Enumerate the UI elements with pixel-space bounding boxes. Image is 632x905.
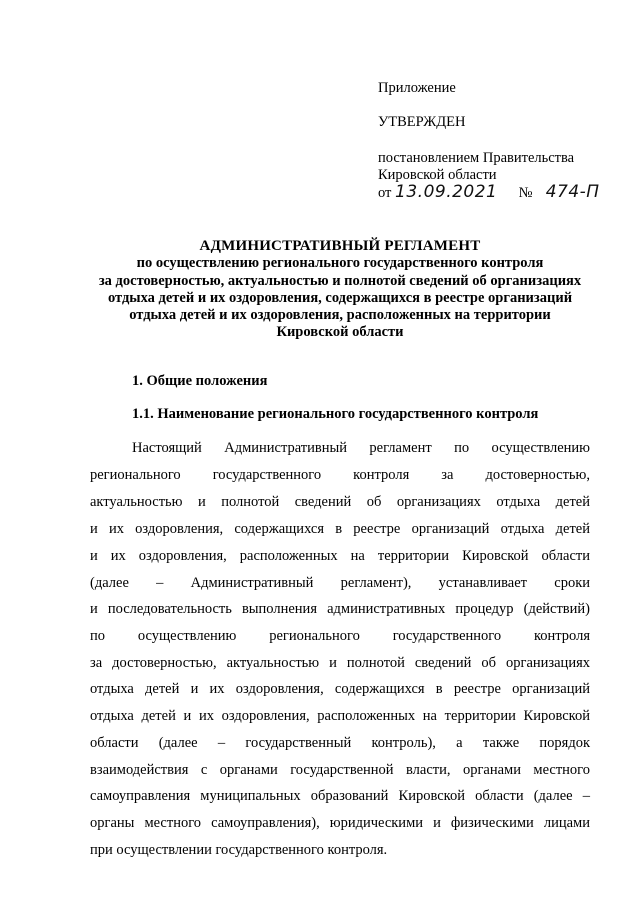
number-label: № <box>518 185 533 201</box>
paragraph-line: отдыха детей и их оздоровления, расположенных на территории Кировской <box>90 708 590 724</box>
title-line: отдыха детей и их оздоровления, содержащихся в реестре организаций <box>107 289 573 306</box>
paragraph-line: и их оздоровления, содержащихся в реестре организаций отдыха детей <box>90 521 590 537</box>
approved-label: УТВЕРЖДЕН <box>378 114 466 130</box>
paragraph-line: регионального государственного контроля за достоверностью, <box>90 467 590 483</box>
title-line: Кировской области <box>276 324 404 341</box>
paragraph-line: отдыха детей и их оздоровления, содержащихся в реестре организаций <box>90 681 590 697</box>
paragraph-line: области (далее – государственный контроль), а также порядок <box>90 735 590 751</box>
paragraph-line: по осуществлению регионального государственного контроля <box>90 628 590 644</box>
decree-line-1: постановлением Правительства <box>378 150 575 166</box>
document-title <box>70 238 610 342</box>
section-heading: 1. Общие положения <box>132 373 268 389</box>
paragraph-line: актуальностью и полнотой сведений об организациях отдыха детей <box>90 494 590 510</box>
paragraph-line: и последовательность выполнения административных процедур (действий) <box>90 601 590 617</box>
paragraph-line: органы местного самоуправления), юридическими и физическими лицами <box>90 815 590 831</box>
paragraph-line: за достоверностью, актуальностью и полнотой сведений об организациях <box>90 655 590 671</box>
subsection-heading: 1.1. Наименование регионального государственного контроля <box>132 406 539 422</box>
title-line: по осуществлению регионального государственного контроля <box>136 255 544 272</box>
paragraph-line: Настоящий Административный регламент по осуществлению <box>132 440 590 456</box>
title-line: за достоверностью, актуальностью и полнотой сведений об организациях <box>98 272 582 289</box>
title-main: АДМИНИСТРАТИВНЫЙ РЕГЛАМЕНТ <box>199 238 481 254</box>
paragraph-line: и их оздоровления, расположенных на территории Кировской области <box>90 548 590 564</box>
decree-date-number <box>378 184 600 202</box>
handwritten-date: 13.09.2021 <box>395 182 498 202</box>
from-label: от <box>378 185 392 201</box>
title-line: отдыха детей и их оздоровления, расположенных на территории <box>129 307 551 324</box>
paragraph-line: взаимодействия с органами государственной власти, органами местного <box>90 762 590 778</box>
paragraph-line: при осуществлении государственного контроля. <box>90 842 388 858</box>
paragraph-line: (далее – Административный регламент), устанавливает сроки <box>90 575 590 591</box>
handwritten-number: 474-П <box>545 182 600 202</box>
decree-line-2: Кировской области <box>378 167 497 183</box>
paragraph-line: самоуправления муниципальных образований Кировской области (далее – <box>90 788 590 804</box>
annex-label: Приложение <box>378 80 456 96</box>
